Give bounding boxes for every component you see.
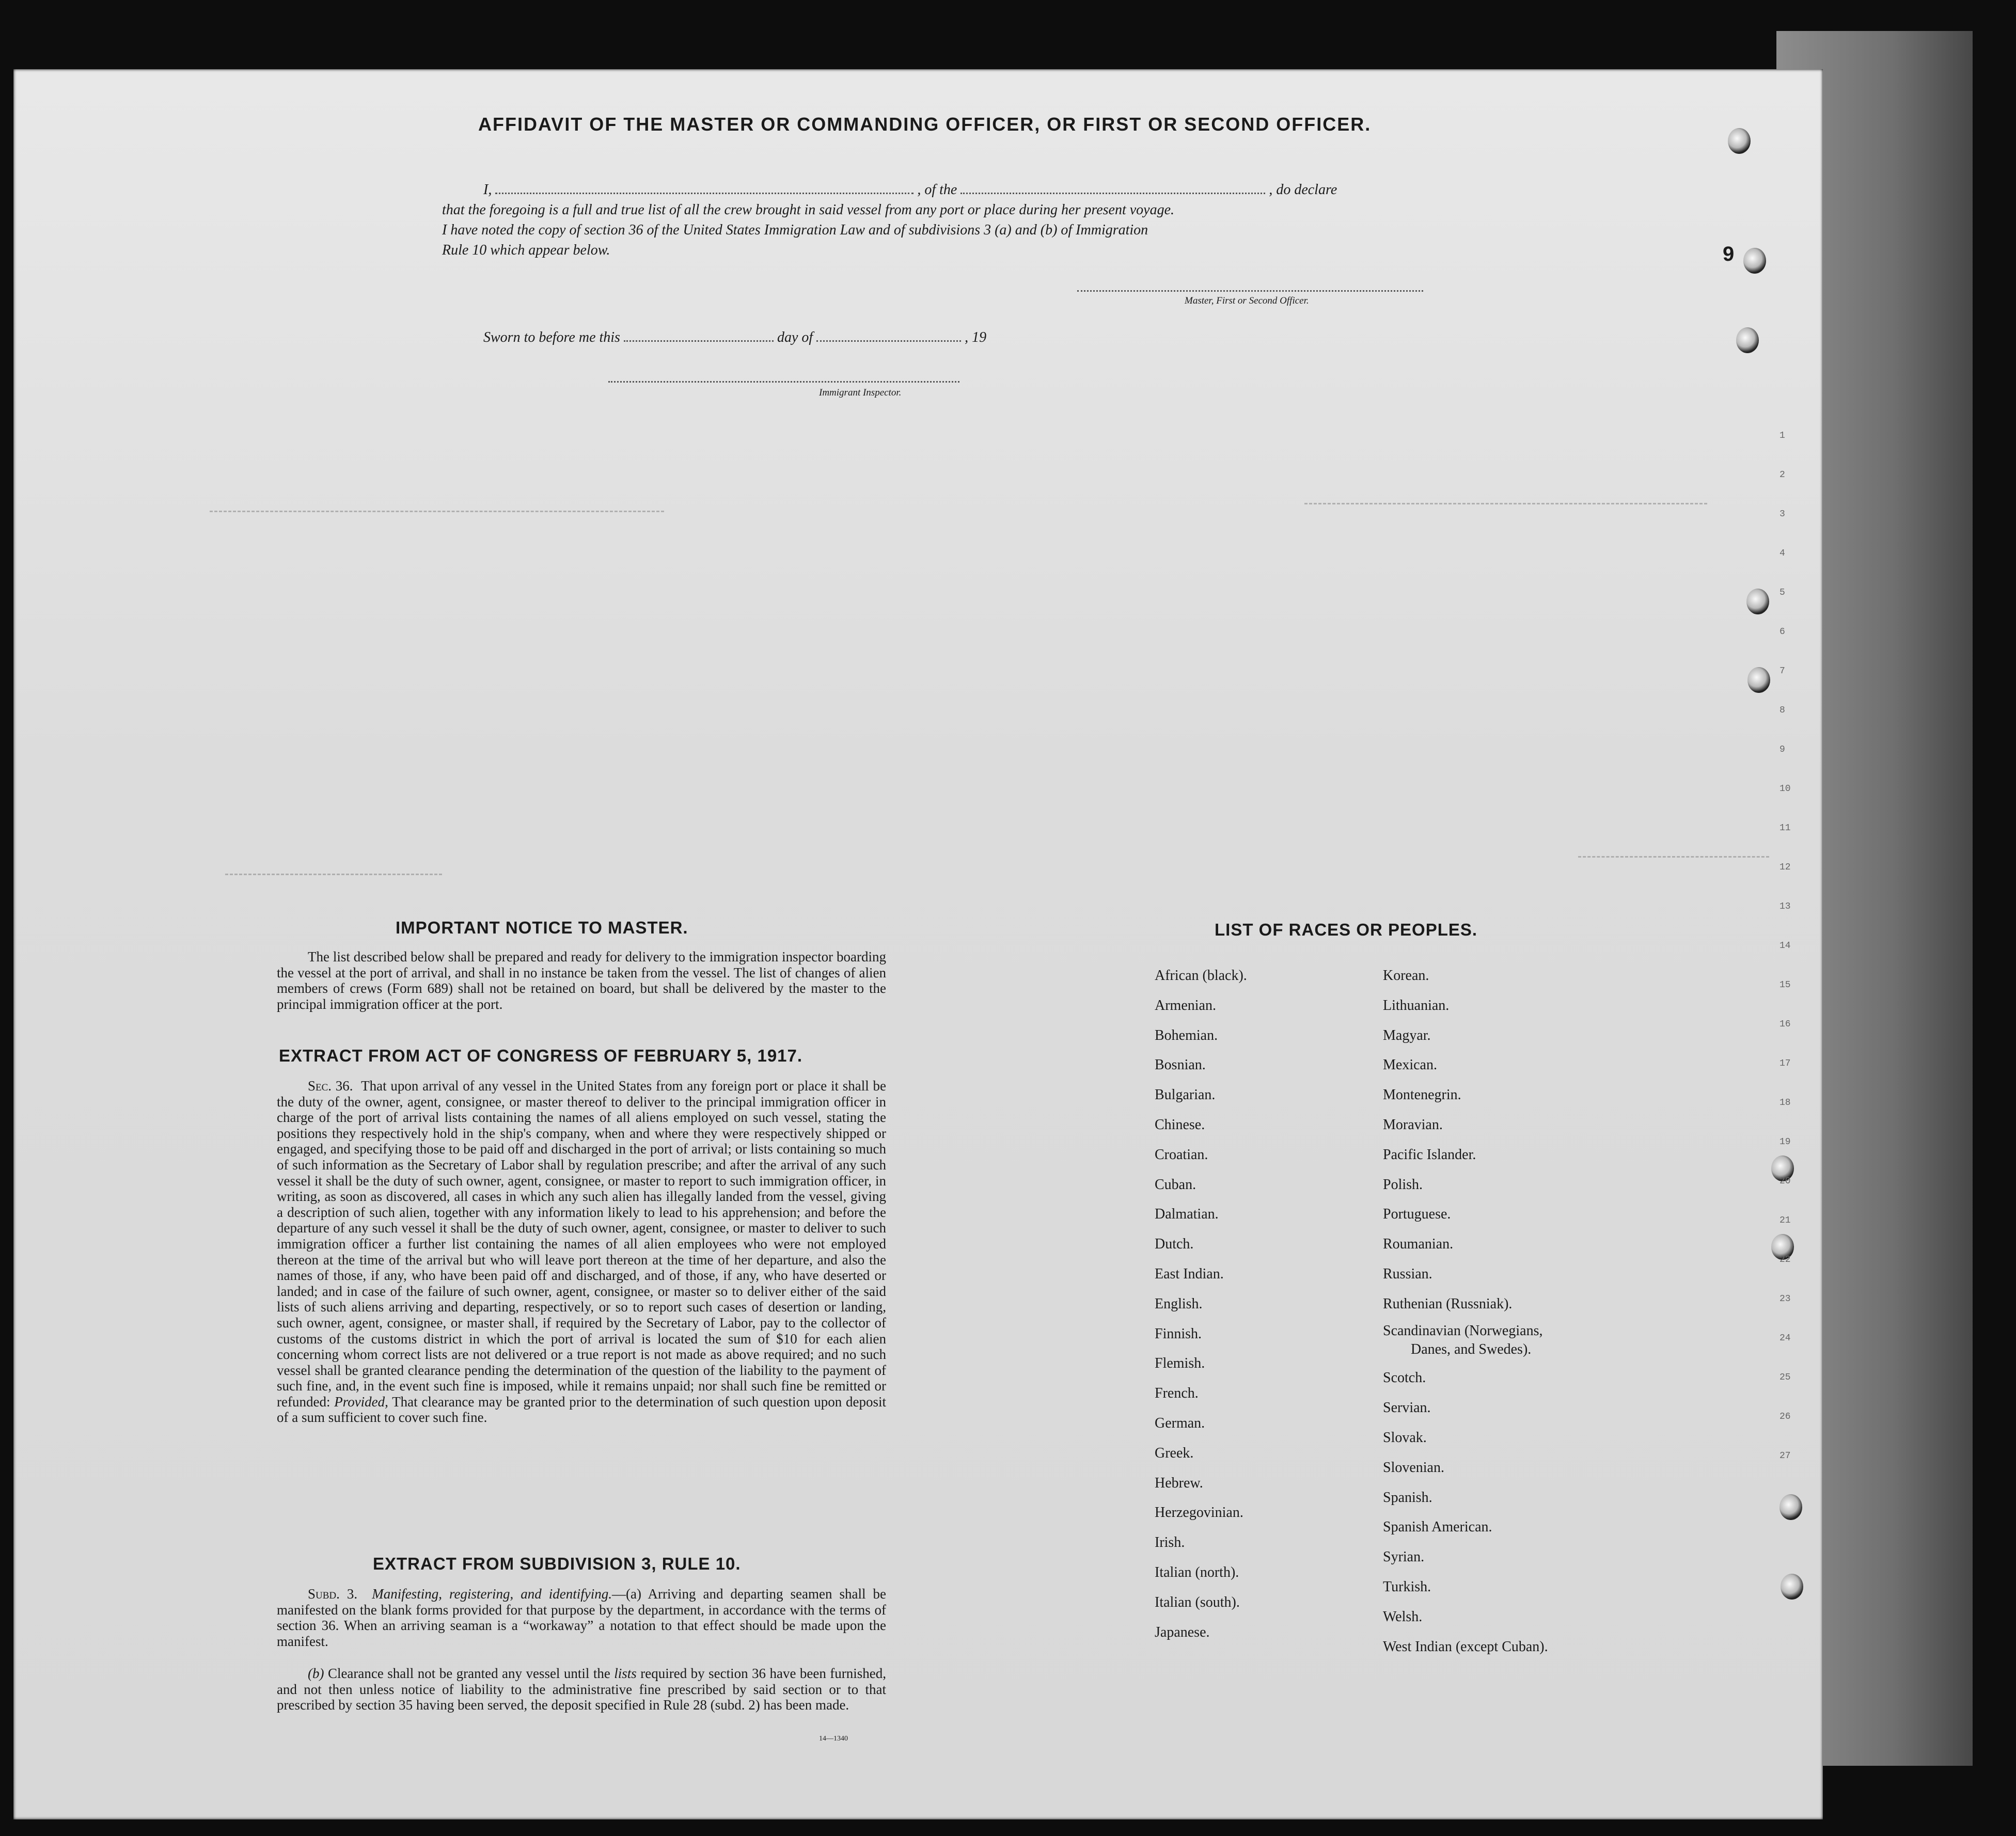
race-item: Scandinavian (Norwegians,	[1383, 1322, 1543, 1339]
punch-hole	[1779, 1494, 1802, 1520]
tally-mark: 23	[1779, 1294, 1791, 1304]
race-item: Chinese.	[1155, 1117, 1205, 1133]
tally-mark: 27	[1779, 1451, 1791, 1461]
race-scandinavian-continued: Danes, and Swedes).	[1411, 1341, 1532, 1357]
race-item: Portuguese.	[1383, 1206, 1451, 1223]
race-item: Flemish.	[1155, 1355, 1205, 1372]
tally-mark: 9	[1779, 745, 1785, 755]
race-item: African (black).	[1155, 968, 1247, 984]
bleed-through-line	[225, 874, 442, 877]
race-item: Dalmatian.	[1155, 1206, 1219, 1223]
subd-label: Subd. 3.	[308, 1586, 358, 1602]
para-b-lists: lists	[614, 1666, 637, 1681]
tally-mark: 2	[1779, 470, 1785, 480]
manifest-page-back	[13, 69, 1823, 1819]
subd-heading: Manifesting, registering, and identifying.	[372, 1586, 612, 1602]
month-blank	[816, 340, 961, 342]
race-item: Scotch.	[1383, 1370, 1426, 1386]
race-item: Servian.	[1383, 1400, 1431, 1416]
tally-mark: 14	[1779, 941, 1791, 951]
affidavit-do-declare: , do declare	[1269, 182, 1337, 198]
extract-rule-para-b	[277, 1666, 886, 1713]
bleed-through-line	[1304, 503, 1707, 506]
sworn-label: Sworn to before me this	[483, 329, 620, 345]
para-b-text-2: required by section 36 have been furnished, and not then unless notice of liability to the administrative fine prescribed by said section or to that prescribed by section 35 having been served, the deposit specified in Rule 28 (subd. 2) has been made.	[277, 1666, 887, 1713]
extract-rule-para-a	[277, 1586, 886, 1649]
punch-hole	[1746, 589, 1769, 614]
year-label: , 19	[965, 329, 987, 345]
race-item: Moravian.	[1383, 1117, 1443, 1133]
race-item: Croatian.	[1155, 1146, 1208, 1163]
tally-mark: 4	[1779, 548, 1785, 559]
provided-word: Provided,	[334, 1394, 388, 1410]
tally-mark: 21	[1779, 1215, 1791, 1226]
race-item: Magyar.	[1383, 1027, 1431, 1043]
race-item: Herzegovinian.	[1155, 1505, 1243, 1521]
tally-mark: 16	[1779, 1019, 1791, 1030]
affidavit-title: AFFIDAVIT OF THE MASTER OR COMMANDING OFFICER, OR FIRST OR SECOND OFFICER.	[478, 114, 1372, 135]
day-blank	[624, 340, 774, 342]
race-item: Mexican.	[1383, 1057, 1437, 1073]
tally-mark: 10	[1779, 784, 1791, 794]
tally-mark: 6	[1779, 627, 1785, 637]
name-blank	[495, 193, 914, 194]
race-item: Bosnian.	[1155, 1057, 1206, 1073]
section-36-text-end: That clearance may be granted prior to the determination of such question upon deposit of a sum sufficient to cover such fine.	[277, 1394, 887, 1426]
race-item: Lithuanian.	[1383, 997, 1450, 1014]
race-item: Turkish.	[1383, 1579, 1431, 1595]
race-item: Syrian.	[1383, 1549, 1425, 1565]
punch-hole	[1747, 667, 1770, 693]
affidavit-line-3: Rule 10 which appear below.	[442, 242, 610, 258]
race-item: Japanese.	[1155, 1624, 1210, 1640]
race-item: Cuban.	[1155, 1176, 1196, 1193]
extract-act-paragraph	[277, 1078, 886, 1426]
tally-mark: 19	[1779, 1137, 1791, 1147]
affidavit-of-the-label: , of the	[917, 182, 957, 198]
tally-mark: 22	[1779, 1255, 1791, 1265]
notice-title: IMPORTANT NOTICE TO MASTER.	[396, 918, 688, 937]
punch-hole	[1736, 327, 1759, 353]
vessel-blank	[960, 193, 1265, 194]
tally-mark: 26	[1779, 1412, 1791, 1422]
race-item: English.	[1155, 1295, 1203, 1312]
extract-act-title: EXTRACT FROM ACT OF CONGRESS OF FEBRUARY 5, 1917.	[279, 1046, 803, 1065]
tally-mark: 20	[1779, 1176, 1791, 1186]
race-item: Russian.	[1383, 1266, 1432, 1282]
section-36-label: Sec. 36.	[308, 1078, 353, 1094]
notice-paragraph: The list described below shall be prepared and ready for delivery to the immigration inspector boarding the vessel at the port of arrival, and shall in no instance be taken from the vessel. The list of changes of alien members of crews (Form 689) shall not be retained on board, but shall be delivered by the master to the principal immigration officer at the port.	[277, 949, 886, 1012]
tally-mark: 24	[1779, 1333, 1791, 1343]
race-item: Spanish American.	[1383, 1519, 1492, 1536]
para-b-label: (b)	[308, 1666, 324, 1681]
race-item: Pacific Islander.	[1383, 1146, 1476, 1163]
race-item: Roumanian.	[1383, 1236, 1454, 1253]
para-b-text-1: Clearance shall not be granted any vessel until the	[327, 1666, 610, 1681]
race-item: Finnish.	[1155, 1325, 1202, 1342]
tally-mark: 5	[1779, 588, 1785, 598]
race-item: Italian (north).	[1155, 1564, 1239, 1580]
race-item: Welsh.	[1383, 1608, 1423, 1625]
tally-mark: 12	[1779, 862, 1791, 873]
signature-line	[1077, 290, 1423, 292]
race-item: Dutch.	[1155, 1236, 1194, 1253]
tally-mark: 18	[1779, 1098, 1791, 1108]
tally-mark: 11	[1779, 823, 1791, 833]
affidavit-line-1: that the foregoing is a full and true list of all the crew brought in said vessel from any port or place during her present voyage.	[442, 202, 1175, 218]
tally-column	[1779, 431, 1800, 1490]
tally-mark: 15	[1779, 980, 1791, 990]
section-36-text: That upon arrival of any vessel in the United States from any foreign port or place it shall be the duty of the owner, agent, consignee, or master thereof to deliver to the principal immigration officer in charge of the port of arrival lists containing the names of all aliens employed on such vessel, stating the positions they respectively hold in the ship's company, when and where they were respectively shipped or engaged, and specifying those to be paid off and discharged in the port of arrival; or lists containing so much of such information as the Secretary of Labor shall by regulation prescribe; and after the arrival of any such vessel it shall be the duty of such owner, agent, consignee, or master to report to such immigration officer, in writing, as soon as discovered, all cases in which any such alien has illegally landed from the vessel, giving a description of such alien, together with any information likely to lead to his apprehension; and before the departure of any such vessel it shall be the duty of such owner, agent, consignee, or master to deliver to such immigration officer a further list containing the names of all alien employees who were not employed thereon at the time of the arrival but who will leave port thereon at the time of her departure, and also the names of those, if any, who have been paid off and discharged, and of those, if any, who have deserted or landed; and in case of the failure of such owner, agent, consignee, or master so to deliver either of the said lists of such aliens arriving and departing, respectively, or so to report such cases of desertion or landing, such owner, agent, consignee, or master shall, if required by the Secretary of Labor, pay to the collector of customs of the customs district in which the port of arrival is located the sum of $10 for each alien concerning whom correct lists are not delivered or a true report is not made as above required; and no such vessel shall be granted clearance pending the determination of the question of the liability to the payment of such fine, and, in the event such fine is imposed, while it remains unpaid; nor shall such fine be remitted or refunded:	[277, 1078, 887, 1410]
race-item: German.	[1155, 1415, 1205, 1431]
race-item: East Indian.	[1155, 1266, 1224, 1282]
day-of-label: day of	[777, 329, 813, 345]
page-number-mark: 9	[1723, 243, 1735, 265]
affidavit-declaration	[442, 180, 1423, 260]
race-item: West Indian (except Cuban).	[1383, 1638, 1548, 1655]
race-item: Polish.	[1383, 1176, 1423, 1193]
punch-hole	[1728, 128, 1751, 154]
race-item: Korean.	[1383, 968, 1429, 984]
tally-mark: 17	[1779, 1058, 1791, 1069]
tally-mark: 8	[1779, 705, 1785, 716]
race-item: Slovak.	[1383, 1430, 1427, 1446]
form-number: 14—1340	[819, 1735, 848, 1743]
race-item: Armenian.	[1155, 997, 1216, 1014]
race-item: Irish.	[1155, 1534, 1185, 1551]
race-item: Bohemian.	[1155, 1027, 1218, 1043]
races-title: LIST OF RACES OR PEOPLES.	[1215, 920, 1478, 939]
affidavit-line-2: I have noted the copy of section 36 of the United States Immigration Law and of subdivisions 3 (a) and (b) of Immigration	[442, 222, 1148, 238]
race-item: Spanish.	[1383, 1489, 1432, 1506]
sworn-line	[483, 327, 986, 347]
tally-mark: 25	[1779, 1372, 1791, 1383]
tally-mark: 1	[1779, 431, 1785, 441]
race-item: Hebrew.	[1155, 1475, 1203, 1491]
race-item: Greek.	[1155, 1445, 1194, 1461]
race-item: Montenegrin.	[1383, 1087, 1461, 1103]
punch-hole	[1781, 1574, 1803, 1600]
race-item: French.	[1155, 1385, 1199, 1402]
inspector-signature-line	[608, 381, 959, 383]
bleed-through-line	[210, 511, 664, 514]
race-item: Bulgarian.	[1155, 1087, 1216, 1103]
subd-para-a: —(a) Arriving and departing seamen shall be manifested on the blank forms provided for that purpose by the department, in accordance with the terms of section 36. When an arriving seaman is a “workaway” a notation to that effect should be made upon the manifest.	[277, 1586, 886, 1649]
extract-rule-title: EXTRACT FROM SUBDIVISION 3, RULE 10.	[373, 1554, 741, 1573]
bleed-through-line	[1578, 856, 1769, 859]
tally-mark: 13	[1779, 901, 1791, 912]
tally-mark: 7	[1779, 666, 1785, 676]
race-item: Slovenian.	[1383, 1459, 1444, 1476]
race-item: Ruthenian (Russniak).	[1383, 1295, 1513, 1312]
punch-hole	[1743, 248, 1766, 274]
race-item: Italian (south).	[1155, 1594, 1240, 1610]
inspector-caption: Immigrant Inspector.	[819, 387, 902, 398]
signature-caption: Master, First or Second Officer.	[1185, 295, 1309, 306]
affidavit-i-label: I,	[483, 182, 492, 198]
tally-mark: 3	[1779, 509, 1785, 519]
